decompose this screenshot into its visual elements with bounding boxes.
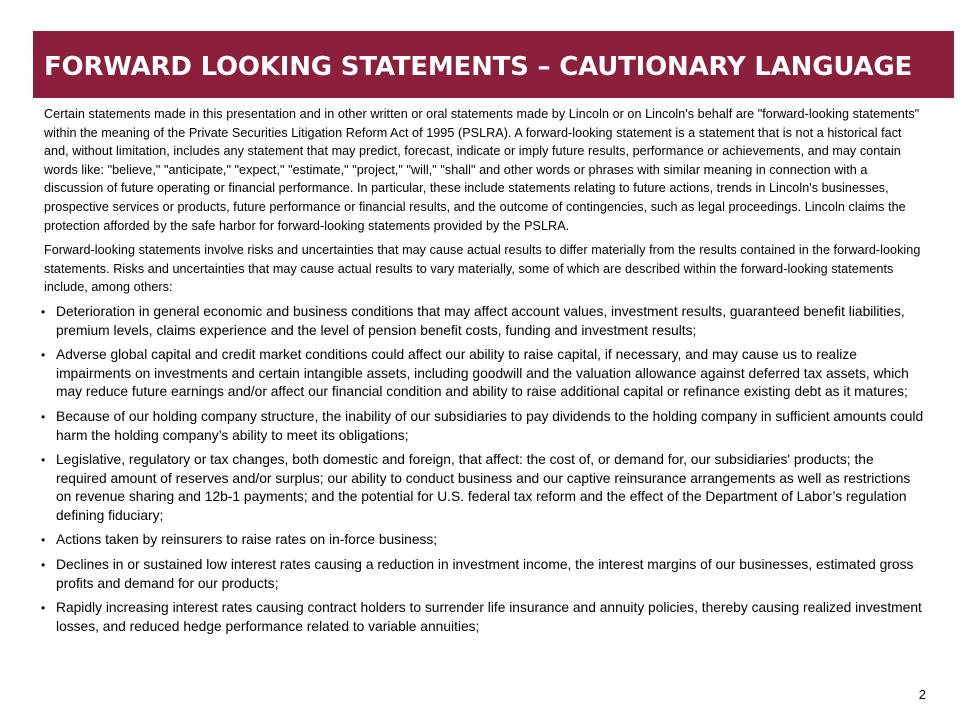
list-item: [41, 346, 924, 402]
list-item-text: Rapidly increasing interest rates causing contract holders to surrender life insurance and annuity policies, thereby causing realized investment losses, and reduced hedge performance related to variable annuities;: [56, 600, 922, 634]
list-item: [41, 556, 924, 593]
bullet-icon: •: [41, 558, 46, 573]
page-number: 2: [918, 687, 926, 702]
list-item-text: Legislative, regulatory or tax changes, both domestic and foreign, that affect: the cost of, or demand for, our subsidiaries' products; the required amount of reserves and/or surplus; our ability to conduct business and our captive reinsurance arrangements as well as restrictions on revenue sharing and 12b-1 payments; and the potential for U.S. federal tax reform and the effect of the Department of Labor’s regulation defining fiduciary;: [56, 452, 911, 523]
bullet-icon: •: [41, 453, 46, 468]
risk-list: [41, 303, 924, 637]
bullet-icon: •: [41, 304, 46, 319]
list-item-text: Declines in or sustained low interest rates causing a reduction in investment income, the interest margins of our businesses, estimated gross profits and demand for our products;: [56, 557, 914, 591]
list-item: [41, 408, 924, 445]
list-item-text: Because of our holding company structure, the inability of our subsidiaries to pay dividends to the holding company in sufficient amounts could harm the holding company’s ability to meet its obligations;: [56, 408, 924, 443]
list-item: [41, 451, 924, 525]
page-title: FORWARD LOOKING STATEMENTS – CAUTIONARY LANGUAGE: [44, 51, 913, 82]
bullet-icon: •: [41, 601, 46, 616]
bullet-icon: •: [41, 409, 46, 424]
content-body: [41, 105, 924, 642]
risks-paragraph: Forward-looking statements involve risks and uncertainties that may cause actual results to differ materially from the results contained in the forward-looking statements. Risks and uncertainties that may cause actual results to vary materially, some of which are described within the forward-looking statements include, among others:: [44, 243, 921, 295]
intro-paragraph: Certain statements made in this presentation and in other written or oral statements made by Lincoln or on Lincoln's behalf are "forward-looking statements" within the meaning of the Private Securities Litigation Reform Act of 1995 (PSLRA). A forward-looking statement is a statement that is not a historical fact and, without limitation, includes any statement that may predict, forecast, indicate or imply future results, performance or achievements, and may contain words like: "believe," "anticipate," "expect," "estimate," "project," "will," "shall" and other words or phrases with similar meaning in connection with a discussion of future operating or financial performance. In particular, these include statements relating to future actions, trends in Lincoln's businesses, prospective services or products, future performance or financial results, and the outcome of contingencies, such as legal proceedings. Lincoln claims the protection afforded by the safe harbor for forward-looking statements provided by the PSLRA.: [44, 107, 920, 233]
list-item-text: Deterioration in general economic and business conditions that may affect account values, investment results, guaranteed benefit liabilities, premium levels, claims experience and the level of pension benefit costs, funding and investment results;: [56, 303, 905, 338]
list-item: [41, 599, 924, 636]
bullet-icon: •: [41, 533, 46, 548]
list-item: [41, 303, 924, 340]
title-bar: [33, 31, 954, 98]
bullet-icon: •: [41, 348, 46, 363]
list-item-text: Actions taken by reinsurers to raise rates on in-force business;: [56, 532, 438, 548]
list-item-text: Adverse global capital and credit market conditions could affect our ability to raise capital, if necessary, and may cause us to realize impairments on investments and certain intangible assets, including goodwill and the valuation allowance against deferred tax assets, which may reduce future earnings and/or affect our financial condition and ability to raise additional capital or refinance existing debt as it matures;: [56, 347, 909, 400]
list-item: [41, 531, 924, 550]
